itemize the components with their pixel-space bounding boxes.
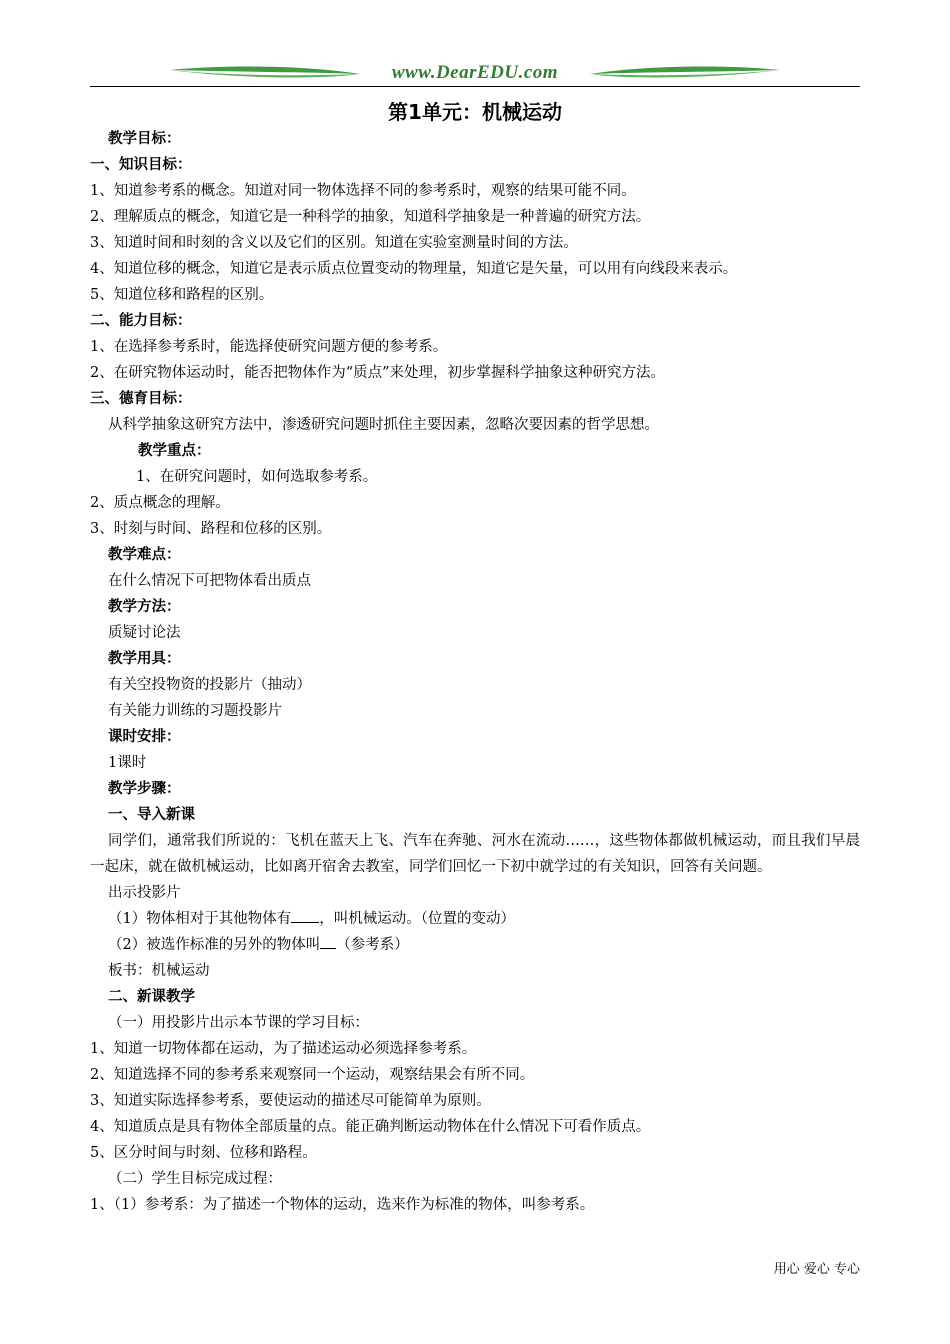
text-line: 1、知道一切物体都在运动，为了描述运动必须选择参考系。 [90,1041,477,1057]
section-heading: 课时安排： [108,729,181,745]
text-line: 质疑讨论法 [108,625,181,641]
text-line: 1、知道参考系的概念。知道对同一物体选择不同的参考系时，观察的结果可能不同。 [90,183,636,199]
section-heading: 教学目标： [108,131,181,147]
text-line: 2、知道选择不同的参考系来观察同一个运动，观察结果会有所不同。 [90,1067,535,1083]
text-line: 4、知道位移的概念，知道它是表示质点位置变动的物理量，知道它是矢量，可以用有向线段来表示。 [90,261,738,277]
page-header [90,60,860,90]
site-logo-text[interactable]: www.DearEDU.com [391,62,559,83]
text-line: 3、知道实际选择参考系，要使运动的描述尽可能简单为原则。 [90,1093,491,1109]
page-title: 第1单元：机械运动 [388,100,562,124]
section-heading: 二、能力目标： [90,313,192,329]
text-line: 板书：机械运动 [108,963,210,979]
text-line: 1、（1）参考系：为了描述一个物体的运动，选来作为标准的物体，叫参考系。 [90,1197,595,1213]
answer-blank [291,908,319,923]
text-line: 2、质点概念的理解。 [90,495,230,511]
section-heading: 教学难点： [108,547,181,563]
text-line: 5、知道位移和路程的区别。 [90,287,274,303]
section-heading: 一、导入新课 [108,807,195,823]
text-line: 4、知道质点是具有物体全部质量的点。能正确判断运动物体在什么情况下可看作质点。 [90,1119,651,1135]
section-heading: 三、德育目标： [90,391,192,407]
section-heading: 二、新课教学 [108,989,195,1005]
text-line: 1、在研究问题时，如何选取参考系。 [136,469,378,485]
text-line: 在什么情况下可把物体看出质点 [108,573,311,589]
question-2-text: （2）被选作标准的另外的物体叫 [108,937,321,953]
question-2 [108,932,860,958]
section-heading: 教学步骤： [108,781,181,797]
text-line: 3、时刻与时间、路程和位移的区别。 [90,521,332,537]
text-line: 2、在研究物体运动时，能否把物体作为“质点”来处理，初步掌握科学抽象这种研究方法。 [90,365,666,381]
intro-paragraph: 同学们，通常我们所说的：飞机在蓝天上飞、汽车在奔驰、河水在流动……，这些物体都做机械运动，而且我们早晨一起床，就在做机械运动，比如离开宿舍去教室，同学们回忆一下初中就学过的有关知识，回答有关问题。 [90,833,860,875]
section-heading: 教学方法： [108,599,181,615]
section-heading: 教学重点： [138,443,211,459]
question-1-tail: ，叫机械运动。（位置的变动） [319,911,515,927]
text-line: （二）学生目标完成过程： [108,1171,282,1187]
document-body [90,126,860,1218]
text-line: 1课时 [108,755,147,771]
question-1-text: （1）物体相对于其他物体有 [108,911,292,927]
answer-blank [320,934,336,949]
text-line: 3、知道时间和时刻的含义以及它们的区别。知道在实验室测量时间的方法。 [90,235,578,251]
text-line: （一）用投影片出示本节课的学习目标： [108,1015,369,1031]
question-2-tail: （参考系） [336,937,409,953]
text-line: 有关能力训练的习题投影片 [108,703,282,719]
slide-label: 出示投影片 [108,885,181,901]
text-line: 有关空投物资的投影片（抽动） [108,677,311,693]
page-footer: 用心 爱心 专心 [773,1262,860,1277]
section-heading: 一、知识目标： [90,157,192,173]
text-line: 从科学抽象这研究方法中，渗透研究问题时抓住主要因素，忽略次要因素的哲学思想。 [108,417,659,433]
header-rule [90,86,860,87]
text-line: 5、区分时间与时刻、位移和路程。 [90,1145,317,1161]
question-1 [108,906,860,932]
section-heading: 教学用具： [108,651,181,667]
text-line: 1、在选择参考系时，能选择使研究问题方便的参考系。 [90,339,448,355]
text-line: 2、理解质点的概念，知道它是一种科学的抽象，知道科学抽象是一种普遍的研究方法。 [90,209,651,225]
